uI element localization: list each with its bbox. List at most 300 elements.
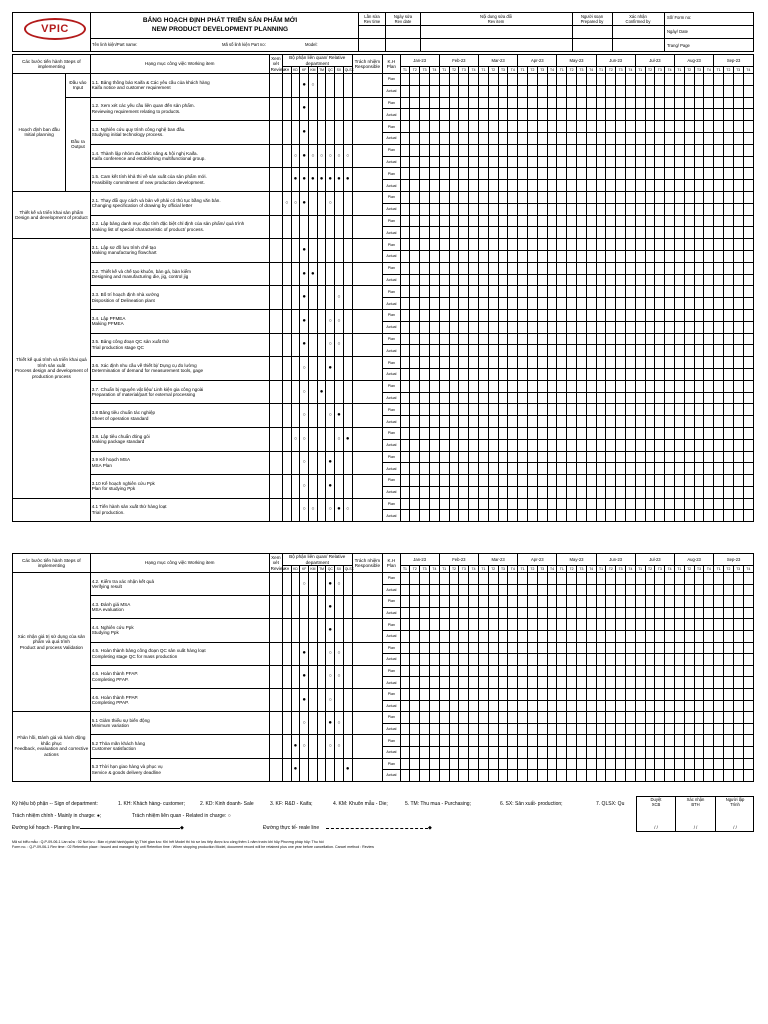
- week-cell: [488, 191, 498, 203]
- week-cell: [518, 619, 528, 631]
- week-cell: [684, 321, 694, 333]
- week-cell: [743, 121, 753, 133]
- week-cell: [547, 250, 557, 262]
- week-cell: [704, 227, 714, 239]
- week-cell: [557, 74, 567, 86]
- table-row: [13, 498, 754, 510]
- actual-label: Actual: [383, 654, 400, 666]
- week-cell: [567, 596, 577, 608]
- dept-mark: [343, 121, 352, 145]
- week-cell: [704, 510, 714, 522]
- week-cell: [547, 298, 557, 310]
- week-cell: [410, 584, 420, 596]
- dept-header: KF: [300, 566, 309, 573]
- week-cell: [626, 758, 636, 770]
- week-cell: [420, 451, 430, 463]
- week-cell: [665, 770, 675, 782]
- week-cell: [537, 380, 547, 392]
- week-cell: [743, 498, 753, 510]
- step-group-name: Thiết kế quá trình và triển khai quá trình sản xuất Process design and development of production process: [13, 239, 91, 499]
- week-cell: [508, 573, 518, 585]
- week-cell: [684, 735, 694, 747]
- week-cell: [478, 770, 488, 782]
- week-cell: [439, 427, 449, 439]
- review-cell: [269, 262, 282, 286]
- week-cell: [714, 510, 724, 522]
- week-cell: [714, 712, 724, 724]
- week-cell: [675, 584, 685, 596]
- week-cell: [488, 607, 498, 619]
- dept-mark: [291, 404, 300, 428]
- week-cell: [714, 654, 724, 666]
- week-cell: [655, 770, 665, 782]
- week-cell: [635, 180, 645, 192]
- week-cell: [596, 712, 606, 724]
- week-cell: [449, 333, 459, 345]
- week-cell: [527, 156, 537, 168]
- week-cell: [724, 109, 734, 121]
- week-cell: [645, 121, 655, 133]
- week-cell: [567, 439, 577, 451]
- week-cell: [635, 654, 645, 666]
- week-cell: [449, 642, 459, 654]
- table-row: [13, 121, 754, 133]
- week-cell: [586, 215, 596, 227]
- week-cell: [400, 475, 410, 487]
- dept-mark: ○: [326, 191, 335, 215]
- week-cell: [429, 215, 439, 227]
- week-cell: [645, 665, 655, 677]
- dept-mark: ○: [300, 735, 309, 758]
- week-cell: [743, 74, 753, 86]
- week-cell: [567, 712, 577, 724]
- week-cell: [439, 227, 449, 239]
- week-cell: [616, 642, 626, 654]
- week-cell: [567, 156, 577, 168]
- week-cell: [665, 510, 675, 522]
- week-cell: [684, 191, 694, 203]
- week-cell: [547, 168, 557, 180]
- week-cell: [527, 191, 537, 203]
- week-cell: [645, 677, 655, 689]
- week-cell: [655, 97, 665, 109]
- week-cell: [518, 132, 528, 144]
- week-cell: [567, 215, 577, 227]
- table-row: [13, 357, 754, 369]
- review-cell: [269, 309, 282, 333]
- dept-mark: [343, 451, 352, 475]
- week-cell: [410, 486, 420, 498]
- week-cell: [694, 250, 704, 262]
- week-cell: [626, 630, 636, 642]
- week-cell: [459, 451, 469, 463]
- week-cell: [527, 286, 537, 298]
- week-cell: [459, 665, 469, 677]
- week-cell: [547, 262, 557, 274]
- rev-item-label: Nội dung sửa đổi Rev item: [480, 14, 512, 24]
- week-cell: [743, 677, 753, 689]
- week-cell: [557, 700, 567, 712]
- week-cell: [576, 239, 586, 251]
- week-cell: [635, 584, 645, 596]
- week-cell: [439, 758, 449, 770]
- dept-mark: [343, 404, 352, 428]
- week-cell: [655, 688, 665, 700]
- week-cell: [665, 584, 675, 596]
- week-cell: [576, 298, 586, 310]
- week-cell: [459, 498, 469, 510]
- week-cell: [420, 607, 430, 619]
- week-cell: [704, 439, 714, 451]
- week-cell: [410, 510, 420, 522]
- week-cell: [586, 380, 596, 392]
- dept-header: TM: [319, 68, 324, 72]
- week-cell: [527, 298, 537, 310]
- week-cell: [518, 262, 528, 274]
- table-row: [13, 451, 754, 463]
- week-cell: [429, 286, 439, 298]
- week-cell: [724, 286, 734, 298]
- week-cell: [694, 607, 704, 619]
- week-cell: [410, 286, 420, 298]
- week-cell: [645, 486, 655, 498]
- step-subgroup: Đầu ra Output: [66, 97, 91, 191]
- week-cell: [665, 345, 675, 357]
- week-cell: [645, 109, 655, 121]
- week-cell: [635, 619, 645, 631]
- week-cell: [704, 321, 714, 333]
- week-cell: [626, 619, 636, 631]
- week-cell: [420, 250, 430, 262]
- week-cell: [576, 463, 586, 475]
- week-cell: [518, 486, 528, 498]
- actual-label: Actual: [383, 85, 400, 97]
- week-cell: [694, 109, 704, 121]
- week-cell: [704, 451, 714, 463]
- week-cell: [714, 596, 724, 608]
- week-header: T4: [547, 566, 557, 573]
- week-cell: [596, 463, 606, 475]
- week-cell: [724, 180, 734, 192]
- dept-mark: [335, 121, 344, 145]
- week-cell: [635, 451, 645, 463]
- week-cell: [557, 607, 567, 619]
- week-cell: [469, 510, 479, 522]
- dept-mark: [335, 475, 344, 499]
- week-cell: [675, 619, 685, 631]
- week-cell: [498, 607, 508, 619]
- week-cell: [537, 250, 547, 262]
- week-cell: [508, 451, 518, 463]
- week-cell: [576, 380, 586, 392]
- week-cell: [547, 510, 557, 522]
- week-cell: [439, 688, 449, 700]
- dept-mark: ●: [326, 596, 335, 619]
- week-cell: [606, 357, 616, 369]
- week-cell: [459, 475, 469, 487]
- plan-label: Plan: [383, 404, 400, 416]
- week-cell: [576, 677, 586, 689]
- week-cell: [449, 770, 459, 782]
- week-header: T3: [655, 566, 665, 573]
- week-cell: [586, 286, 596, 298]
- week-cell: [684, 427, 694, 439]
- review-cell: [269, 498, 282, 522]
- week-cell: [478, 607, 488, 619]
- week-cell: [655, 498, 665, 510]
- week-cell: [626, 700, 636, 712]
- week-cell: [420, 357, 430, 369]
- dept-mark: [291, 286, 300, 310]
- week-cell: [439, 677, 449, 689]
- week-cell: [400, 191, 410, 203]
- week-cell: [665, 498, 675, 510]
- week-cell: [714, 132, 724, 144]
- week-cell: [518, 380, 528, 392]
- week-cell: [655, 596, 665, 608]
- week-cell: [733, 97, 743, 109]
- week-cell: [606, 215, 616, 227]
- dept-mark: ○: [291, 191, 300, 215]
- week-header: T1: [714, 67, 724, 74]
- week-cell: [537, 596, 547, 608]
- week-cell: [518, 250, 528, 262]
- week-cell: [665, 758, 675, 770]
- dept-mark: [317, 191, 326, 215]
- week-cell: [518, 427, 528, 439]
- week-cell: [714, 700, 724, 712]
- week-cell: [714, 298, 724, 310]
- working-item: 4.1 Tiến hành sản xuất thử hàng loạt Trial production.: [90, 498, 269, 522]
- week-cell: [488, 392, 498, 404]
- week-cell: [645, 584, 655, 596]
- week-cell: [400, 121, 410, 133]
- week-cell: [488, 654, 498, 666]
- week-cell: [459, 439, 469, 451]
- week-cell: [645, 309, 655, 321]
- week-cell: [645, 416, 655, 428]
- week-cell: [724, 144, 734, 156]
- week-cell: [449, 144, 459, 156]
- week-cell: [567, 97, 577, 109]
- week-cell: [449, 665, 459, 677]
- week-cell: [724, 665, 734, 677]
- week-cell: [675, 654, 685, 666]
- week-cell: [596, 74, 606, 86]
- week-cell: [665, 286, 675, 298]
- week-cell: [724, 463, 734, 475]
- week-cell: [576, 688, 586, 700]
- week-cell: [665, 688, 675, 700]
- week-cell: [567, 286, 577, 298]
- week-cell: [478, 427, 488, 439]
- week-cell: [704, 309, 714, 321]
- week-cell: [586, 239, 596, 251]
- week-cell: [537, 168, 547, 180]
- week-cell: [439, 392, 449, 404]
- week-cell: [508, 203, 518, 215]
- working-item: 1.5. Cam kết tính khả thi về sản xuất của sản phẩm mới. Feasibility commitment of new production development.: [90, 168, 269, 192]
- week-cell: [400, 180, 410, 192]
- week-cell: [694, 486, 704, 498]
- week-cell: [508, 109, 518, 121]
- week-cell: [527, 404, 537, 416]
- footer-line-2: Form no. : Q-P-09-06-1 Rev time : 02 Retention place : Issued and managed by unit Retention time : When stopping production Model, document record will be retained plus one year before cancellation. Cancel method : Review: [12, 845, 374, 849]
- dept-header: KF: [300, 67, 309, 74]
- week-cell: [616, 368, 626, 380]
- week-cell: [616, 712, 626, 724]
- week-cell: [635, 298, 645, 310]
- part-no-label: Mã số linh kiện Part no:: [222, 42, 266, 47]
- week-header: T1: [518, 67, 528, 74]
- week-cell: [714, 677, 724, 689]
- week-cell: [547, 735, 557, 747]
- week-cell: [439, 109, 449, 121]
- week-cell: [635, 144, 645, 156]
- week-cell: [694, 596, 704, 608]
- week-cell: [420, 109, 430, 121]
- week-cell: [724, 510, 734, 522]
- week-cell: [733, 404, 743, 416]
- week-cell: [567, 665, 577, 677]
- dept-mark: ○: [335, 309, 344, 333]
- week-cell: [704, 357, 714, 369]
- week-cell: [498, 309, 508, 321]
- week-cell: [665, 404, 675, 416]
- week-cell: [508, 97, 518, 109]
- week-cell: [606, 274, 616, 286]
- week-cell: [410, 309, 420, 321]
- week-cell: [724, 156, 734, 168]
- week-cell: [410, 144, 420, 156]
- week-cell: [743, 416, 753, 428]
- week-cell: [478, 475, 488, 487]
- week-cell: [675, 416, 685, 428]
- week-cell: [478, 203, 488, 215]
- week-cell: [518, 85, 528, 97]
- week-header: T4: [743, 566, 753, 573]
- week-header: T3: [576, 67, 586, 74]
- week-cell: [567, 677, 577, 689]
- responsible-cell: [352, 239, 383, 263]
- week-cell: [576, 475, 586, 487]
- week-cell: [537, 584, 547, 596]
- dept-mark: [282, 758, 291, 781]
- week-cell: [420, 262, 430, 274]
- week-cell: [626, 607, 636, 619]
- dept-mark: [291, 74, 300, 98]
- week-cell: [684, 333, 694, 345]
- week-cell: [449, 404, 459, 416]
- week-cell: [733, 109, 743, 121]
- week-cell: [626, 723, 636, 735]
- dept-mark: [309, 451, 318, 475]
- week-header: T1: [675, 566, 685, 573]
- week-cell: [547, 368, 557, 380]
- col-resp-header: Trách nhiệm Responsible: [352, 55, 383, 74]
- week-cell: [537, 427, 547, 439]
- week-cell: [410, 262, 420, 274]
- week-cell: [596, 584, 606, 596]
- week-cell: [518, 584, 528, 596]
- week-cell: [665, 380, 675, 392]
- week-cell: [645, 274, 655, 286]
- week-cell: [635, 688, 645, 700]
- dept-mark: [300, 596, 309, 619]
- week-cell: [576, 758, 586, 770]
- week-cell: [665, 607, 675, 619]
- week-cell: [557, 168, 567, 180]
- week-cell: [410, 439, 420, 451]
- week-cell: [478, 584, 488, 596]
- week-cell: [508, 677, 518, 689]
- week-cell: [714, 357, 724, 369]
- week-cell: [420, 746, 430, 758]
- week-cell: [635, 250, 645, 262]
- dept-mark: ○: [335, 712, 344, 735]
- week-cell: [635, 239, 645, 251]
- week-cell: [655, 309, 665, 321]
- week-cell: [743, 357, 753, 369]
- week-cell: [606, 121, 616, 133]
- legend-kh: 1. KH: Khách hàng- customer;: [118, 801, 185, 807]
- week-cell: [478, 168, 488, 180]
- dept-header: QC: [327, 68, 333, 72]
- week-cell: [508, 262, 518, 274]
- week-cell: [459, 746, 469, 758]
- dept-mark: [317, 404, 326, 428]
- week-cell: [596, 97, 606, 109]
- week-cell: [547, 677, 557, 689]
- week-cell: [439, 309, 449, 321]
- week-cell: [743, 404, 753, 416]
- week-cell: [645, 451, 655, 463]
- week-cell: [606, 758, 616, 770]
- week-cell: [694, 712, 704, 724]
- week-cell: [537, 309, 547, 321]
- week-cell: [469, 274, 479, 286]
- dept-mark: [309, 239, 318, 263]
- week-cell: [635, 758, 645, 770]
- week-cell: [684, 368, 694, 380]
- month-header: Aug-23: [675, 554, 714, 566]
- legend-qlsx: 7. QLSX: Qu: [596, 801, 625, 807]
- week-cell: [439, 654, 449, 666]
- week-cell: [557, 688, 567, 700]
- week-cell: [606, 665, 616, 677]
- week-cell: [449, 596, 459, 608]
- week-cell: [596, 286, 606, 298]
- week-cell: [635, 596, 645, 608]
- week-cell: [714, 333, 724, 345]
- week-cell: [724, 573, 734, 585]
- week-cell: [498, 486, 508, 498]
- month-header: Jun-23: [596, 554, 635, 566]
- week-cell: [429, 392, 439, 404]
- week-cell: [518, 404, 528, 416]
- week-cell: [439, 584, 449, 596]
- week-cell: [508, 596, 518, 608]
- week-cell: [655, 642, 665, 654]
- dept-mark: [343, 573, 352, 596]
- week-cell: [684, 630, 694, 642]
- week-cell: [576, 451, 586, 463]
- week-cell: [420, 85, 430, 97]
- week-cell: [439, 144, 449, 156]
- week-cell: [743, 607, 753, 619]
- week-cell: [410, 85, 420, 97]
- col-steps-header: Các bước tiến hành Steps of implementing: [13, 554, 91, 573]
